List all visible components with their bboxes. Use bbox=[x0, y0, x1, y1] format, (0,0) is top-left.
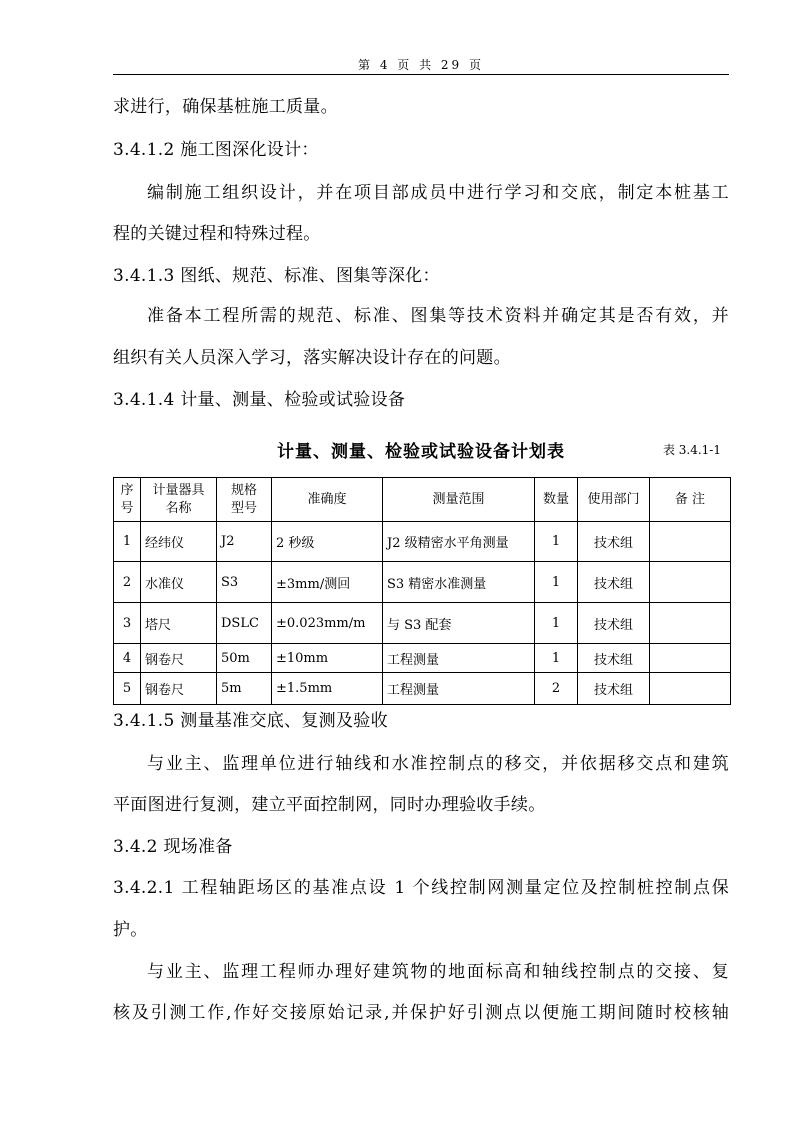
paragraph-line: 求进行，确保基桩施工质量。 bbox=[113, 97, 338, 117]
cell-seq: 5 bbox=[114, 673, 141, 705]
cell-accuracy: ±3mm/测回 bbox=[272, 562, 383, 603]
paragraph-line: 护。 bbox=[113, 920, 148, 940]
cell-range: 与 S3 配套 bbox=[383, 603, 535, 644]
paragraph-line: 与业主、监理单位进行轴线和水准控制点的移交，并依据移交点和建筑 bbox=[147, 754, 729, 774]
cell-accuracy: ±0.023mm/m bbox=[272, 603, 383, 644]
cell-name: 水准仪 bbox=[141, 562, 217, 603]
cell-dept: 技术组 bbox=[578, 522, 650, 562]
cell-remark bbox=[650, 603, 731, 644]
cell-model: J2 bbox=[217, 522, 272, 562]
table-row bbox=[114, 644, 731, 673]
cell-range: S3 精密水准测量 bbox=[383, 562, 535, 603]
cell-qty: 1 bbox=[535, 522, 578, 562]
cell-model: 50m bbox=[217, 644, 272, 673]
table-row bbox=[114, 673, 731, 705]
cell-seq: 1 bbox=[114, 522, 141, 562]
cell-model: 5m bbox=[217, 673, 272, 705]
cell-range: J2 级精密水平角测量 bbox=[383, 522, 535, 562]
cell-dept: 技术组 bbox=[578, 644, 650, 673]
cell-seq: 3 bbox=[114, 603, 141, 644]
paragraph-line: 核及引测工作,作好交接原始记录,并保护好引测点以便施工期间随时校核轴 bbox=[113, 1003, 729, 1023]
header-dept: 使用部门 bbox=[578, 478, 650, 522]
section-heading-3415: 3.4.1.5 测量基准交底、复测及验收 bbox=[113, 711, 388, 731]
equipment-table bbox=[113, 477, 731, 705]
cell-accuracy: ±1.5mm bbox=[272, 673, 383, 705]
cell-qty: 1 bbox=[535, 603, 578, 644]
table-row bbox=[114, 522, 731, 562]
cell-name: 钢卷尺 bbox=[141, 644, 217, 673]
header-qty: 数量 bbox=[535, 478, 578, 522]
table-caption bbox=[113, 437, 729, 463]
header-remark: 备 注 bbox=[650, 478, 731, 522]
cell-seq: 2 bbox=[114, 562, 141, 603]
cell-name: 经纬仪 bbox=[141, 522, 217, 562]
paragraph-line: 平面图进行复测，建立平面控制网，同时办理验收手续。 bbox=[113, 795, 546, 815]
section-heading-3413: 3.4.1.3 图纸、规范、标准、图集等深化： bbox=[113, 266, 440, 286]
cell-seq: 4 bbox=[114, 644, 141, 673]
paragraph-line: 组织有关人员深入学习，落实解决设计存在的问题。 bbox=[113, 348, 511, 368]
cell-accuracy: ±10mm bbox=[272, 644, 383, 673]
header-divider bbox=[113, 74, 729, 75]
table-row bbox=[114, 603, 731, 644]
cell-name: 塔尺 bbox=[141, 603, 217, 644]
cell-qty: 2 bbox=[535, 673, 578, 705]
cell-remark bbox=[650, 673, 731, 705]
section-heading-342: 3.4.2 现场准备 bbox=[113, 837, 233, 857]
paragraph-line: 准备本工程所需的规范、标准、图集等技术资料并确定其是否有效，并 bbox=[147, 306, 729, 326]
cell-dept: 技术组 bbox=[578, 562, 650, 603]
header-seq: 序 号 bbox=[114, 478, 141, 522]
paragraph-line: 程的关键过程和特殊过程。 bbox=[113, 224, 321, 244]
header-accuracy: 准确度 bbox=[272, 478, 383, 522]
table-row bbox=[114, 562, 731, 603]
section-heading-3421: 3.4.2.1 工程轴距场区的基准点设 1 个线控制网测量定位及控制桩控制点保 bbox=[113, 878, 729, 898]
cell-qty: 1 bbox=[535, 562, 578, 603]
section-heading-3414: 3.4.1.4 计量、测量、检验或试验设备 bbox=[113, 390, 406, 410]
table-number: 表 3.4.1-1 bbox=[662, 443, 721, 457]
section-heading-3412: 3.4.1.2 施工图深化设计： bbox=[113, 140, 319, 160]
cell-accuracy: 2 秒级 bbox=[272, 522, 383, 562]
header-name: 计量器具 名称 bbox=[141, 478, 217, 522]
header-model: 规格 型号 bbox=[217, 478, 272, 522]
cell-range: 工程测量 bbox=[383, 644, 535, 673]
cell-name: 钢卷尺 bbox=[141, 673, 217, 705]
cell-model: S3 bbox=[217, 562, 272, 603]
table-header-row bbox=[114, 478, 731, 522]
paragraph-line: 与业主、监理工程师办理好建筑物的地面标高和轴线控制点的交接、复 bbox=[147, 962, 729, 982]
cell-remark bbox=[650, 522, 731, 562]
cell-range: 工程测量 bbox=[383, 673, 535, 705]
cell-model: DSLC bbox=[217, 603, 272, 644]
cell-dept: 技术组 bbox=[578, 673, 650, 705]
page-header: 第 4 页 共 29 页 bbox=[358, 58, 484, 72]
table-title: 计量、测量、检验或试验设备计划表 bbox=[277, 442, 565, 462]
paragraph-line: 编制施工组织设计，并在项目部成员中进行学习和交底，制定本桩基工 bbox=[147, 183, 729, 203]
cell-dept: 技术组 bbox=[578, 603, 650, 644]
cell-qty: 1 bbox=[535, 644, 578, 673]
cell-remark bbox=[650, 644, 731, 673]
header-range: 测量范围 bbox=[383, 478, 535, 522]
cell-remark bbox=[650, 562, 731, 603]
